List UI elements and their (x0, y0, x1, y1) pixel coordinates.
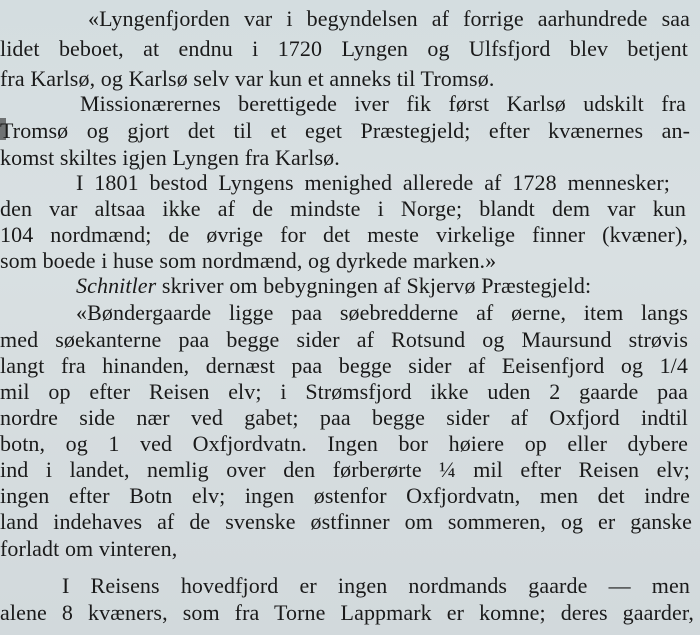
text-line: botn, og 1 ved Oxfjordvatn. Ingen bor høiere op eller dybere (0, 431, 688, 456)
text-line: langt fra hinanden, dernæst paa begge sider af Eeisenfjord og 1/4 (0, 353, 688, 378)
text-line: «Lyngenfjorden var i begyndelsen af forrige aarhundrede saa (88, 6, 690, 31)
author-name: Schnitler (76, 273, 157, 298)
text-line: med søekanterne paa begge sider af Rotsund og Maursund strøvis (0, 327, 688, 352)
text-line: land indehaves af de svenske østfinner om sommeren, og er ganske (0, 509, 692, 534)
text-line: forladt om vinteren, (0, 536, 178, 561)
text-line: ind i landet, nemlig over den førberørte ¼ mil efter Reisen elv; (0, 457, 690, 482)
text-line: nordre side nær ved gabet; paa begge sider af Oxfjord indtil (0, 405, 688, 430)
text-line: fra Karlsø, og Karlsø selv var kun et anneks til Tromsø. (0, 66, 495, 91)
text-line: I Reisens hovedfjord er ingen nordmands gaarde — men (62, 573, 690, 598)
text-line: lidet beboet, at endnu i 1720 Lyngen og Ulfsfjord blev betjent (0, 36, 688, 61)
text-line: ingen efter Botn elv; ingen østenfor Oxfjordvatn, men det indre (0, 483, 690, 508)
text-line: Missionærernes berettigede iver fik først Karlsø udskilt fra (80, 91, 686, 116)
text-line: komst skiltes igjen Lyngen fra Karlsø. (0, 145, 340, 170)
text-line: mil op efter Reisen elv; i Strømsfjord ikke uden 2 gaarde paa (0, 379, 688, 404)
text-line: 104 nordmænd; de øvrige for det meste virkelige finner (kvæner), (0, 222, 688, 247)
text-span: skriver om bebygningen af Skjervø Præstegjeld: (156, 273, 592, 298)
text-line: Tromsø og gjort det til et eget Præstegjeld; efter kvænernes an- (0, 118, 690, 143)
text-line: I 1801 bestod Lyngens menighed allerede af 1728 mennesker; (76, 170, 670, 195)
text-line (76, 273, 700, 299)
text-line: «Bøndergaarde ligge paa søebredderne af øerne, item langs (76, 300, 688, 325)
text-line: alene 8 kvæners, som fra Torne Lappmark er komne; deres gaarder, (0, 600, 694, 625)
text-line: den var altsaa ikke af de mindste i Norge; blandt dem var kun (0, 196, 686, 221)
text-line: som boede i huse som nordmænd, og dyrkede marken.» (0, 248, 497, 273)
